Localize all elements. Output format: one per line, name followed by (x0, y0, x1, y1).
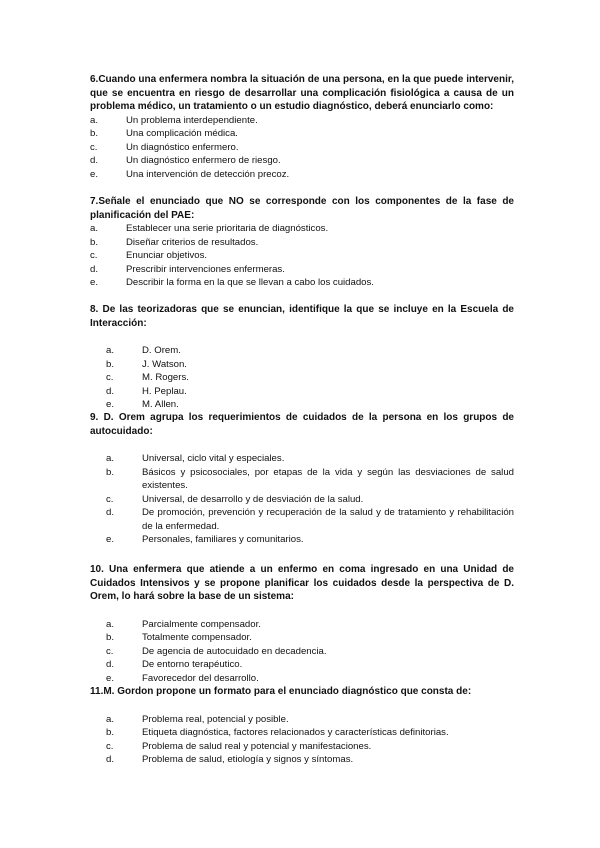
option-b (90, 236, 514, 250)
question-stem: 9. D. Orem agrupa los requerimientos de cuidados de la persona en los grupos de autocuidado: (90, 412, 514, 437)
question-stem: 11.M. Gordon propone un formato para el enunciado diagnóstico que consta de: (90, 686, 472, 697)
option-a (90, 452, 514, 466)
question-11 (90, 685, 514, 767)
option-text: Problema de salud, etiología y signos y síntomas. (142, 754, 354, 765)
option-text: Enunciar objetivos. (126, 250, 208, 261)
option-text: M. Allen. (142, 399, 179, 410)
option-text: Totalmente compensador. (142, 632, 252, 643)
option-letter: d. (106, 659, 115, 670)
option-text: Establecer una serie prioritaria de diagnósticos. (126, 223, 329, 234)
option-a (90, 222, 514, 236)
question-stem: 10. Una enfermera que atiende a un enfermo en coma ingresado en una Unidad de Cuidados Intensivos y se propone planificar los cuidados desde la perspectiva de D. Orem, lo hará sobre la base de un sistema: (90, 564, 514, 602)
option-letter: d. (106, 385, 115, 397)
option-letter: a. (90, 223, 99, 234)
option-e (90, 168, 514, 182)
option-letter: b. (106, 727, 115, 738)
option-text: De entorno terapéutico. (142, 659, 243, 670)
option-b (90, 631, 514, 645)
option-text: Básicos y psicosociales, por etapas de la vida y según las desviaciones de salud existentes. (142, 466, 514, 491)
option-text: Universal, ciclo vital y especiales. (142, 453, 285, 464)
option-text: Diseñar criterios de resultados. (126, 236, 259, 248)
option-c (90, 141, 514, 155)
option-letter: c. (106, 645, 114, 657)
question-stem: 6.Cuando una enfermera nombra la situación de una persona, en la que puede intervenir, que se encuentra en riesgo de desarrollar una complicación fisiológica a causa de un problema médico, un tratamiento o un estudio diagnóstico, deberá enunciarlo como: (90, 74, 514, 112)
option-c (90, 740, 514, 754)
option-letter: e. (106, 399, 115, 410)
option-letter: e. (106, 534, 115, 545)
option-d (90, 506, 514, 533)
option-d (90, 154, 514, 168)
option-text: Personales, familiares y comunitarios. (142, 534, 304, 545)
option-letter: c. (106, 740, 114, 752)
option-text: Prescribir intervenciones enfermeras. (126, 263, 285, 275)
option-letter: a. (106, 713, 115, 725)
option-letter: e. (90, 277, 99, 288)
option-e (90, 276, 514, 290)
question-stem: 8. De las teorizadoras que se enuncian, identifique la que se incluye en la Escuela de Interacción: (90, 304, 514, 329)
option-b (90, 466, 514, 493)
option-d (90, 385, 514, 399)
option-c (90, 249, 514, 263)
option-letter: a. (106, 345, 115, 356)
option-text: Problema de salud real y potencial y manifestaciones. (142, 740, 372, 752)
option-letter: b. (90, 236, 99, 248)
question-8 (90, 303, 514, 412)
option-letter: d. (90, 263, 99, 275)
option-letter: d. (106, 754, 115, 765)
option-text: Parcialmente compensador. (142, 618, 261, 630)
option-c (90, 645, 514, 659)
option-letter: e. (90, 168, 99, 180)
option-b (90, 127, 514, 141)
option-text: J. Watson. (142, 358, 187, 370)
question-stem: 7.Señale el enunciado que NO se corresponde con los componentes de la fase de planificación del PAE: (90, 196, 514, 221)
option-letter: d. (106, 507, 115, 518)
question-7 (90, 195, 514, 290)
option-letter: a. (90, 114, 99, 126)
option-letter: c. (90, 250, 98, 261)
option-letter: b. (106, 632, 115, 643)
spacer (90, 604, 514, 618)
option-text: Una intervención de detección precoz. (126, 168, 290, 180)
option-text: Favorecedor del desarrollo. (142, 672, 259, 684)
option-letter: c. (106, 372, 114, 383)
option-text: De agencia de autocuidado en decadencia. (142, 645, 327, 657)
option-letter: c. (106, 493, 114, 505)
question-6 (90, 73, 514, 181)
option-letter: c. (90, 141, 98, 153)
option-text: M. Rogers. (142, 372, 189, 383)
option-d (90, 753, 514, 767)
option-letter: a. (106, 453, 115, 464)
option-text: D. Orem. (142, 345, 181, 356)
option-letter: b. (106, 466, 115, 478)
option-letter: e. (106, 672, 115, 684)
spacer (90, 330, 514, 344)
option-text: Etiqueta diagnóstica, factores relacionados y características definitorias. (142, 727, 449, 738)
option-d (90, 658, 514, 672)
option-a (90, 344, 514, 358)
option-a (90, 114, 514, 128)
option-text: Una complicación médica. (126, 128, 238, 139)
option-a (90, 618, 514, 632)
option-a (90, 713, 514, 727)
option-text: Describir la forma en la que se llevan a cabo los cuidados. (126, 277, 374, 288)
option-text: De promoción, prevención y recuperación de la salud y de tratamiento y rehabilitación de la enfermedad. (142, 507, 514, 532)
option-d (90, 263, 514, 277)
option-b (90, 726, 514, 740)
option-c (90, 371, 514, 385)
option-letter: d. (90, 155, 99, 166)
option-e (90, 672, 514, 686)
option-text: H. Peplau. (142, 385, 187, 397)
spacer (90, 699, 514, 713)
question-9 (90, 411, 514, 547)
option-b (90, 358, 514, 372)
option-text: Un diagnóstico enfermero. (126, 141, 239, 153)
spacer (90, 438, 514, 452)
option-text: Problema real, potencial y posible. (142, 713, 289, 725)
option-text: Universal, de desarrollo y de desviación de la salud. (142, 493, 364, 505)
option-letter: b. (106, 358, 115, 370)
option-text: Un problema interdependiente. (126, 114, 258, 126)
option-letter: b. (90, 128, 99, 139)
question-10 (90, 563, 514, 685)
option-e (90, 533, 514, 547)
option-text: Un diagnóstico enfermero de riesgo. (126, 155, 281, 166)
option-c (90, 493, 514, 507)
option-letter: a. (106, 618, 115, 630)
option-e (90, 398, 514, 412)
